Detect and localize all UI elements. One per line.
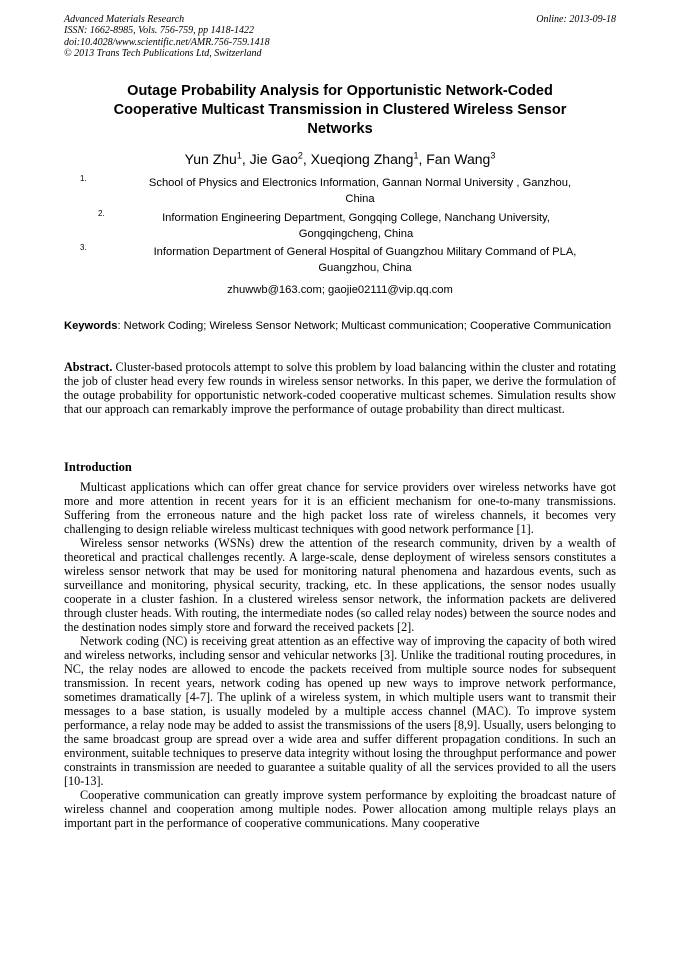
abstract-label: Abstract.	[64, 360, 113, 374]
affiliation-line: Information Engineering Department, Gongqing College, Nanchang University,	[162, 212, 550, 224]
author-separator: ,	[241, 151, 250, 167]
author-affiliation-mark: 2	[297, 150, 303, 161]
author-separator: ,	[302, 151, 311, 167]
title-line: Networks	[307, 121, 373, 137]
title-line: Cooperative Multicast Transmission in Clustered Wireless Sensor	[113, 102, 567, 118]
copyright-line: © 2013 Trans Tech Publications Ltd, Switzerland	[64, 48, 262, 60]
affiliation	[98, 210, 616, 242]
section-heading: Introduction	[64, 460, 132, 474]
affiliation-line: Information Department of General Hospital of Guangzhou Military Command of PLA,	[153, 246, 577, 258]
affiliation-line: China	[345, 193, 375, 205]
author-list	[64, 150, 616, 168]
keywords-label: Keywords	[64, 320, 118, 332]
affiliation-line: Guangzhou, China	[318, 262, 412, 274]
author-name: Jie Gao	[249, 151, 298, 167]
author-affiliation-mark: 1	[236, 150, 242, 161]
affiliation	[80, 244, 616, 276]
author-affiliation-mark: 1	[413, 150, 419, 161]
author-affiliation-mark: 3	[490, 150, 496, 161]
affiliation	[80, 175, 616, 207]
abstract-text: Cluster-based protocols attempt to solve this problem by load balancing within the cluster and rotating the job of cluster head every few rounds in wireless sensor networks. In this paper, we derive the formulation of the outage probability for opportunistic network-coded cooperative multicast schemes. Simulation results show that our approach can remarkably improve the performance of outage probability than direct multicast.	[64, 360, 616, 416]
introduction-section	[64, 480, 616, 830]
keywords-text: : Network Coding; Wireless Sensor Network; Multicast communication; Cooperative Communication	[117, 320, 612, 332]
paragraph: Cooperative communication can greatly improve system performance by exploiting the broadcast nature of wireless channel and cooperation among multiple nodes. Power allocation among multiple relays plays an important part in the performance of cooperative communications. Many cooperative	[64, 788, 616, 830]
paragraph: Network coding (NC) is receiving great attention as an effective way of improving the capacity of both wired and wireless networks, including sensor and vehicular networks [3]. Unlike the traditional routing procedures, in NC, the relay nodes are allowed to encode the packets received from multiple source nodes for subsequent transmission. In recent years, network coding has opened up new ways to improve network performance, sometimes dramatically [4-7]. The uplink of a wireless system, in which multiple users want to transmit their messages to a base station, is usually modeled by a multiple access channel (MAC). To improve system performance, a relay node may be added to assist the transmissions of the users [8,9]. Usually, users belonging to the same broadcast group are spread over a wide area and suffer different propagation conditions. In such an environment, suitable techniques to preserve data integrity without losing the throughput performance and power constraints in transmission are needed to guarantee a suitable quality of all the services provided to all the users [10-13].	[64, 634, 616, 788]
issn-line: ISSN: 1662-8985, Vols. 756-759, pp 1418-1422	[64, 25, 254, 37]
keywords	[64, 319, 616, 333]
affiliation-number: 3.	[80, 243, 87, 252]
author-emails: zhuwwb@163.com; gaojie02111@vip.qq.com	[227, 284, 453, 296]
online-date: Online: 2013-09-18	[536, 14, 616, 25]
paragraph: Multicast applications which can offer great chance for service providers over wireless networks have got more and more attention in recent years for it is an efficient mechanism for one-to-many transmissions. Suffering from the erroneous nature and the high packet loss rate of wireless channels, it becomes very challenging to design reliable wireless multicast techniques with good network performance [1].	[64, 480, 616, 536]
author-name: Xueqiong Zhang	[310, 151, 414, 167]
affiliation-line: Gongqingcheng, China	[298, 228, 414, 240]
author-name: Yun Zhu	[184, 151, 237, 167]
affiliation-line: School of Physics and Electronics Information, Gannan Normal University , Ganzhou,	[148, 177, 572, 189]
affiliation-number: 2.	[98, 209, 105, 218]
journal-header	[64, 14, 616, 60]
paragraph: Wireless sensor networks (WSNs) drew the attention of the research community, driven by a wealth of theoretical and practical challenges recently. A large-scale, dense deployment of wireless sensors constitutes a wireless sensor network that may be used for monitoring natural phenomena and hazardous events, such as surveillance and monitoring, physical security, tracking, etc. In these applications, the sensor nodes usually cooperate in a cluster fashion. In a clustered wireless sensor network, the information packets are delivered through cluster heads. With routing, the intermediate nodes (so called relay nodes) between the source nodes and the destination nodes simply store and forward the received packets [2].	[64, 536, 616, 634]
abstract	[64, 360, 616, 416]
doi-line: doi:10.4028/www.scientific.net/AMR.756-759.1418	[64, 36, 270, 48]
affiliation-number: 1.	[80, 174, 87, 183]
journal-name: Advanced Materials Research	[64, 14, 185, 25]
title-line: Outage Probability Analysis for Opportunistic Network-Coded	[127, 83, 553, 99]
author-separator: ,	[418, 151, 427, 167]
author-name: Fan Wang	[426, 151, 491, 167]
paper-title	[64, 82, 616, 139]
